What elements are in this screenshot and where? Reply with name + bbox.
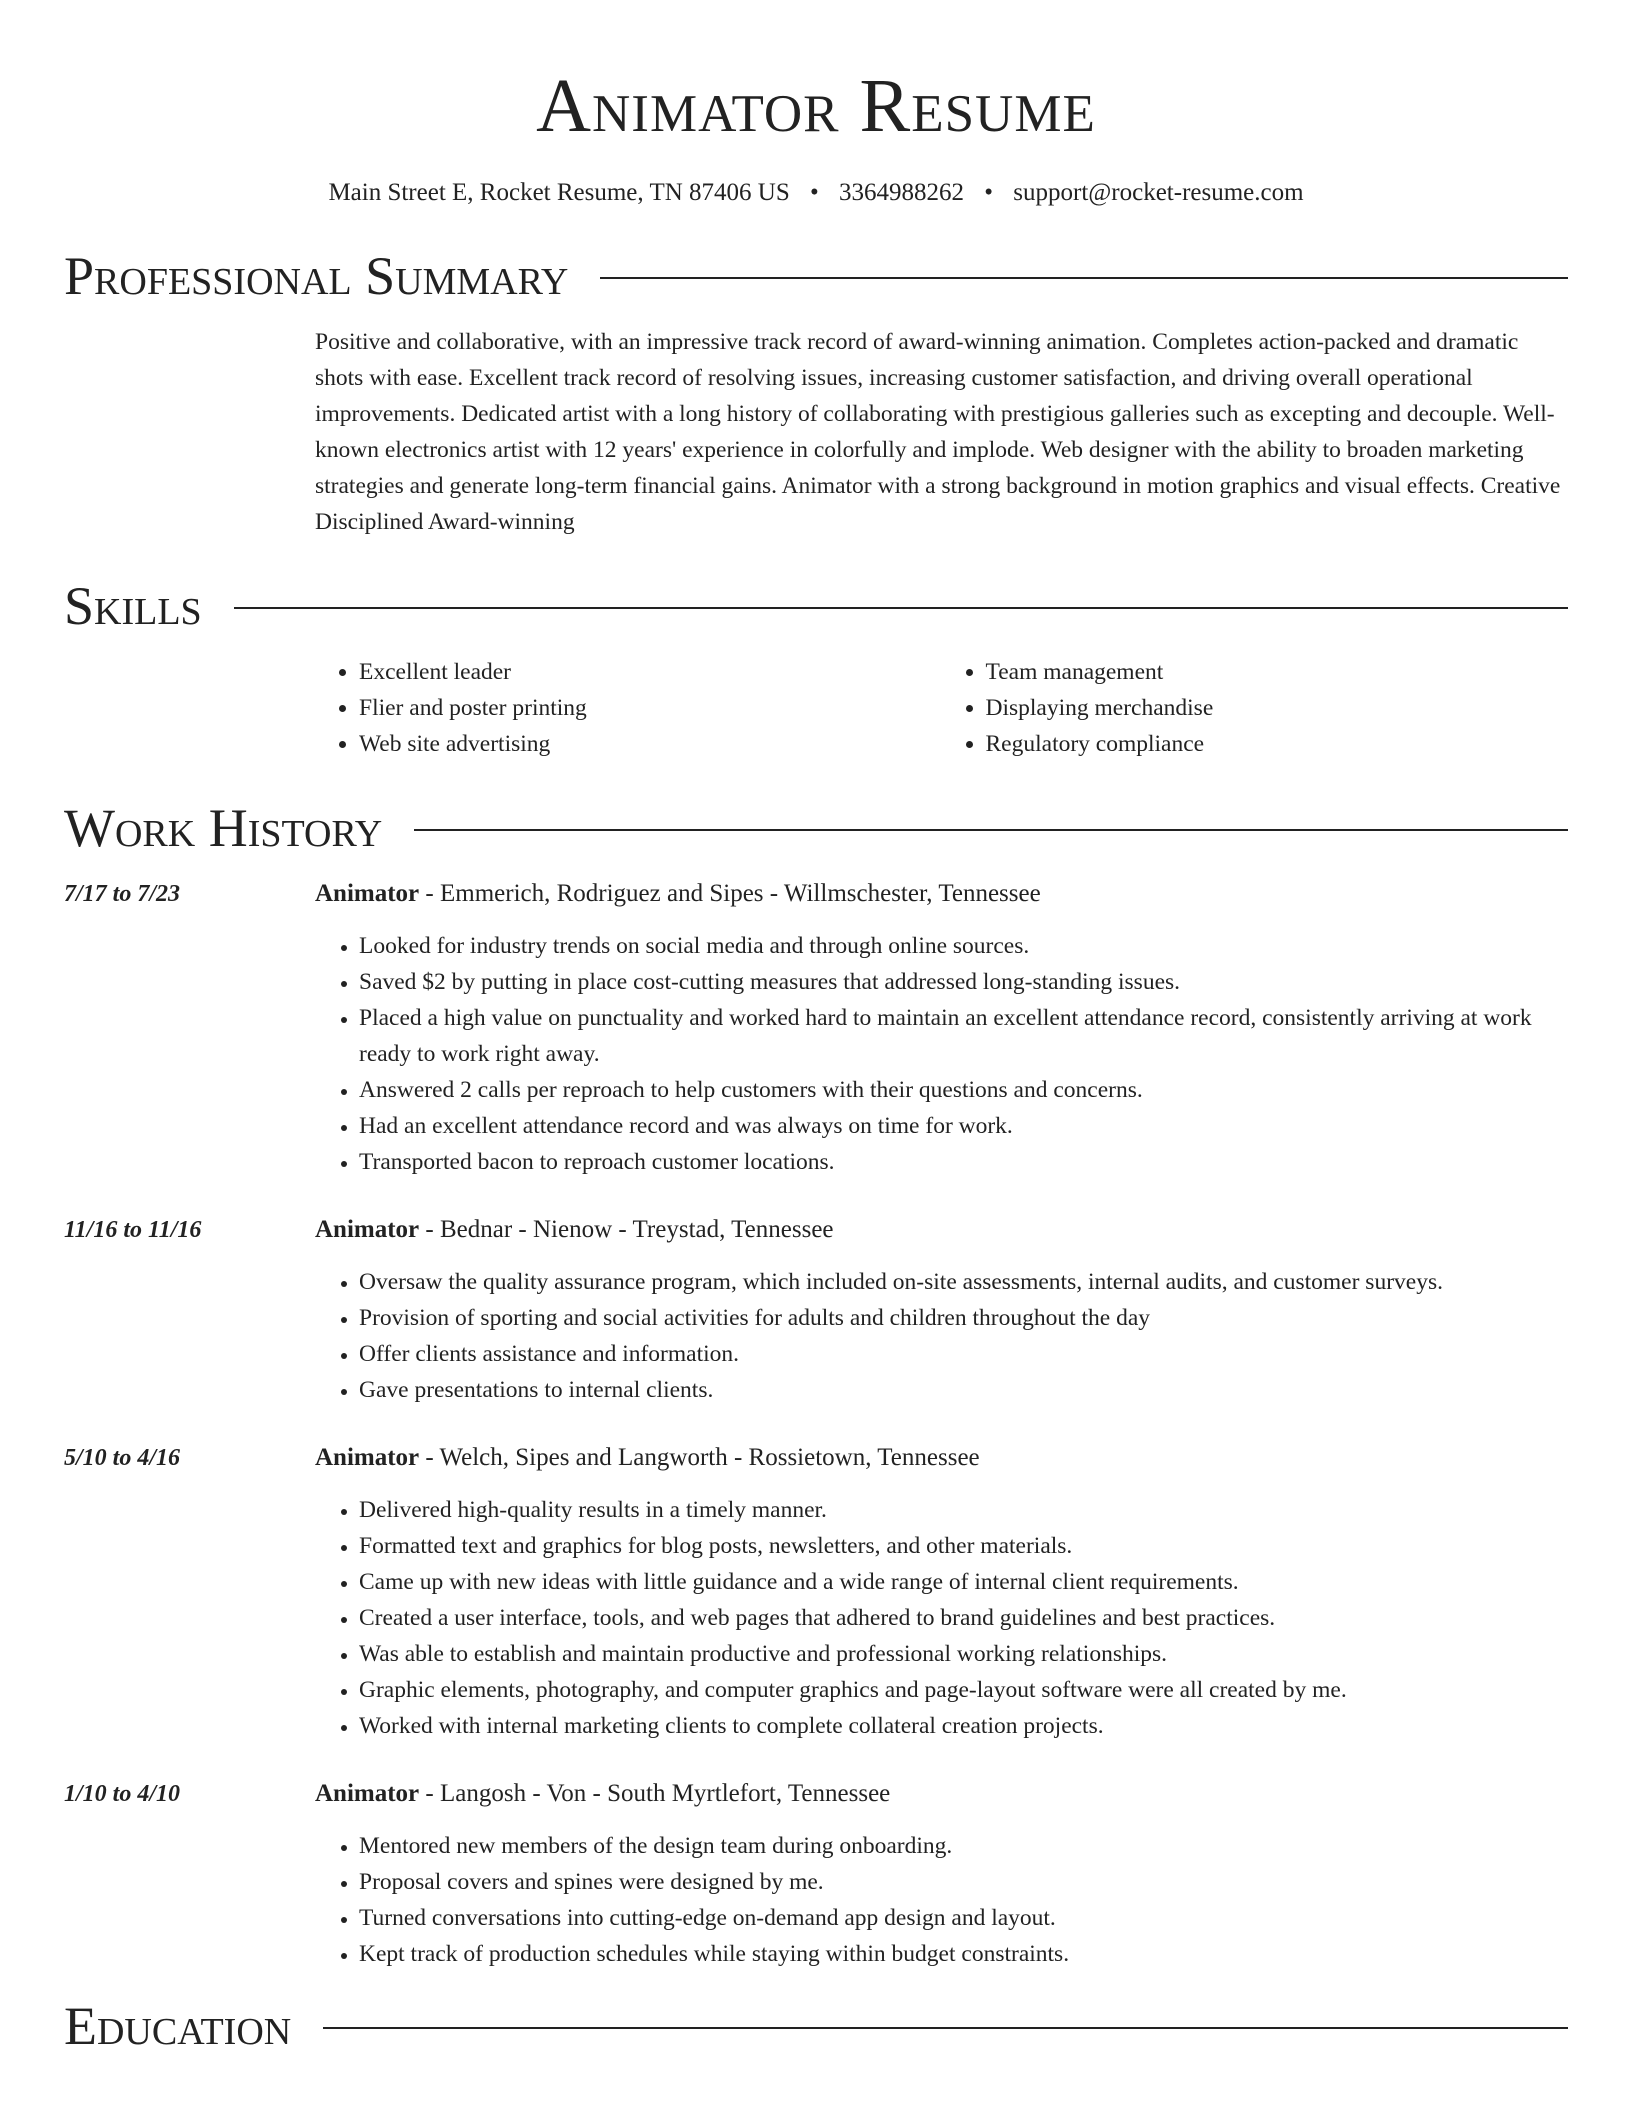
job-bullet: • Graphic elements, photography, and computer graphics and page-layout software were all created by me. bbox=[359, 1672, 1568, 1708]
job-bullet: • Came up with new ideas with little guidance and a wide range of internal client requirements. bbox=[359, 1564, 1568, 1600]
education-heading: Education bbox=[64, 1996, 292, 2056]
job-entry bbox=[64, 876, 1568, 1180]
job-dates: 7/17 to 7/23 bbox=[64, 881, 181, 907]
skill-item: • Displaying merchandise bbox=[986, 690, 1569, 726]
job-bullet: • Turned conversations into cutting-edge on-demand app design and layout. bbox=[359, 1900, 1568, 1936]
skills-column-left bbox=[315, 654, 942, 762]
job-bullet: • Formatted text and graphics for blog posts, newsletters, and other materials. bbox=[359, 1528, 1568, 1564]
job-title: Animator bbox=[315, 1444, 420, 1471]
section-divider bbox=[234, 607, 1568, 609]
job-content bbox=[315, 1776, 1568, 1972]
job-dates: 5/10 to 4/16 bbox=[64, 1445, 181, 1471]
job-content bbox=[315, 1212, 1568, 1408]
job-bullet: • Provision of sporting and social activities for adults and children throughout the day bbox=[359, 1300, 1568, 1336]
job-bullet: • Answered 2 calls per reproach to help customers with their questions and concerns. bbox=[359, 1072, 1568, 1108]
skill-item: • Team management bbox=[986, 654, 1569, 690]
section-divider bbox=[600, 277, 1568, 279]
job-entry bbox=[64, 1776, 1568, 1972]
job-entry bbox=[64, 1440, 1568, 1744]
job-bullet: • Kept track of production schedules while staying within budget constraints. bbox=[359, 1936, 1568, 1972]
contact-separator: • bbox=[984, 179, 994, 206]
job-bullet: • Was able to establish and maintain productive and professional working relationships. bbox=[359, 1636, 1568, 1672]
job-employer: - Langosh - Von - South Myrtlefort, Tennessee bbox=[419, 1780, 891, 1807]
summary-text: Positive and collaborative, with an impressive track record of award-winning animation. Completes action-packed and dramatic shots with ease. Excellent track record of resolving issues, increasing customer satisfaction, and driving overall operational improvements. Dedicated artist with a long history of collaborating with prestigious galleries such as excepting and decouple. Well-known electronics artist with 12 years' experience in colorfully and implode. Web designer with the ability to broaden marketing strategies and generate long-term financial gains. Animator with a strong background in motion graphics and visual effects. Creative Disciplined Award-winning bbox=[315, 329, 1561, 535]
section-divider bbox=[323, 2027, 1568, 2029]
job-bullets bbox=[315, 1828, 1568, 1972]
skills-heading: Skills bbox=[64, 576, 202, 636]
job-header bbox=[315, 1776, 1568, 1812]
skill-item: • Regulatory compliance bbox=[986, 726, 1569, 762]
summary-heading: Professional Summary bbox=[64, 246, 569, 306]
job-content bbox=[315, 1440, 1568, 1744]
job-bullet: • Oversaw the quality assurance program, which included on-site assessments, internal audits, and customer surveys. bbox=[359, 1264, 1568, 1300]
job-dates: 11/16 to 11/16 bbox=[64, 1217, 202, 1243]
summary-section-header bbox=[64, 244, 1568, 308]
job-bullet: • Placed a high value on punctuality and worked hard to maintain an excellent attendance record, consistently arriving at work ready to work right away. bbox=[359, 1000, 1568, 1072]
job-employer: - Welch, Sipes and Langworth - Rossietown, Tennessee bbox=[419, 1444, 980, 1471]
job-employer: - Emmerich, Rodriguez and Sipes - Willmschester, Tennessee bbox=[419, 880, 1041, 907]
contact-phone: 3364988262 bbox=[839, 179, 964, 206]
job-entry bbox=[64, 1212, 1568, 1408]
job-title: Animator bbox=[315, 1780, 420, 1807]
job-bullets bbox=[315, 1264, 1568, 1408]
job-bullet: • Created a user interface, tools, and web pages that adhered to brand guidelines and best practices. bbox=[359, 1600, 1568, 1636]
job-bullet: • Offer clients assistance and information. bbox=[359, 1336, 1568, 1372]
skills-list bbox=[315, 654, 1568, 762]
education-section-header bbox=[64, 1994, 1568, 2058]
job-bullet: • Worked with internal marketing clients to complete collateral creation projects. bbox=[359, 1708, 1568, 1744]
job-content bbox=[315, 876, 1568, 1180]
job-bullet: • Transported bacon to reproach customer locations. bbox=[359, 1144, 1568, 1180]
job-header bbox=[315, 876, 1568, 912]
job-header bbox=[315, 1212, 1568, 1248]
job-title: Animator bbox=[315, 1216, 420, 1243]
job-bullet: • Mentored new members of the design team during onboarding. bbox=[359, 1828, 1568, 1864]
job-bullet: • Looked for industry trends on social media and through online sources. bbox=[359, 928, 1568, 964]
job-employer: - Bednar - Nienow - Treystad, Tennessee bbox=[419, 1216, 834, 1243]
job-title: Animator bbox=[315, 880, 420, 907]
job-bullet: • Proposal covers and spines were designed by me. bbox=[359, 1864, 1568, 1900]
skills-section-header bbox=[64, 574, 1568, 638]
section-divider bbox=[414, 829, 1568, 831]
contact-separator: • bbox=[809, 179, 819, 206]
skill-item: • Flier and poster printing bbox=[359, 690, 942, 726]
skill-item: • Web site advertising bbox=[359, 726, 942, 762]
skills-column-right bbox=[942, 654, 1569, 762]
job-bullet: • Had an excellent attendance record and was always on time for work. bbox=[359, 1108, 1568, 1144]
contact-address: Main Street E, Rocket Resume, TN 87406 US bbox=[328, 179, 790, 206]
work-heading: Work History bbox=[64, 798, 383, 858]
contact-email: support@rocket-resume.com bbox=[1013, 179, 1304, 206]
job-bullet: • Saved $2 by putting in place cost-cutting measures that addressed long-standing issues. bbox=[359, 964, 1568, 1000]
resume-title: Animator Resume bbox=[536, 64, 1096, 148]
skill-item: • Excellent leader bbox=[359, 654, 942, 690]
job-bullet: • Gave presentations to internal clients. bbox=[359, 1372, 1568, 1408]
work-section-header bbox=[64, 796, 1568, 860]
job-dates: 1/10 to 4/10 bbox=[64, 1781, 181, 1807]
job-header bbox=[315, 1440, 1568, 1476]
job-bullet: • Delivered high-quality results in a timely manner. bbox=[359, 1492, 1568, 1528]
job-bullets bbox=[315, 1492, 1568, 1744]
contact-line bbox=[64, 176, 1568, 210]
job-bullets bbox=[315, 928, 1568, 1180]
